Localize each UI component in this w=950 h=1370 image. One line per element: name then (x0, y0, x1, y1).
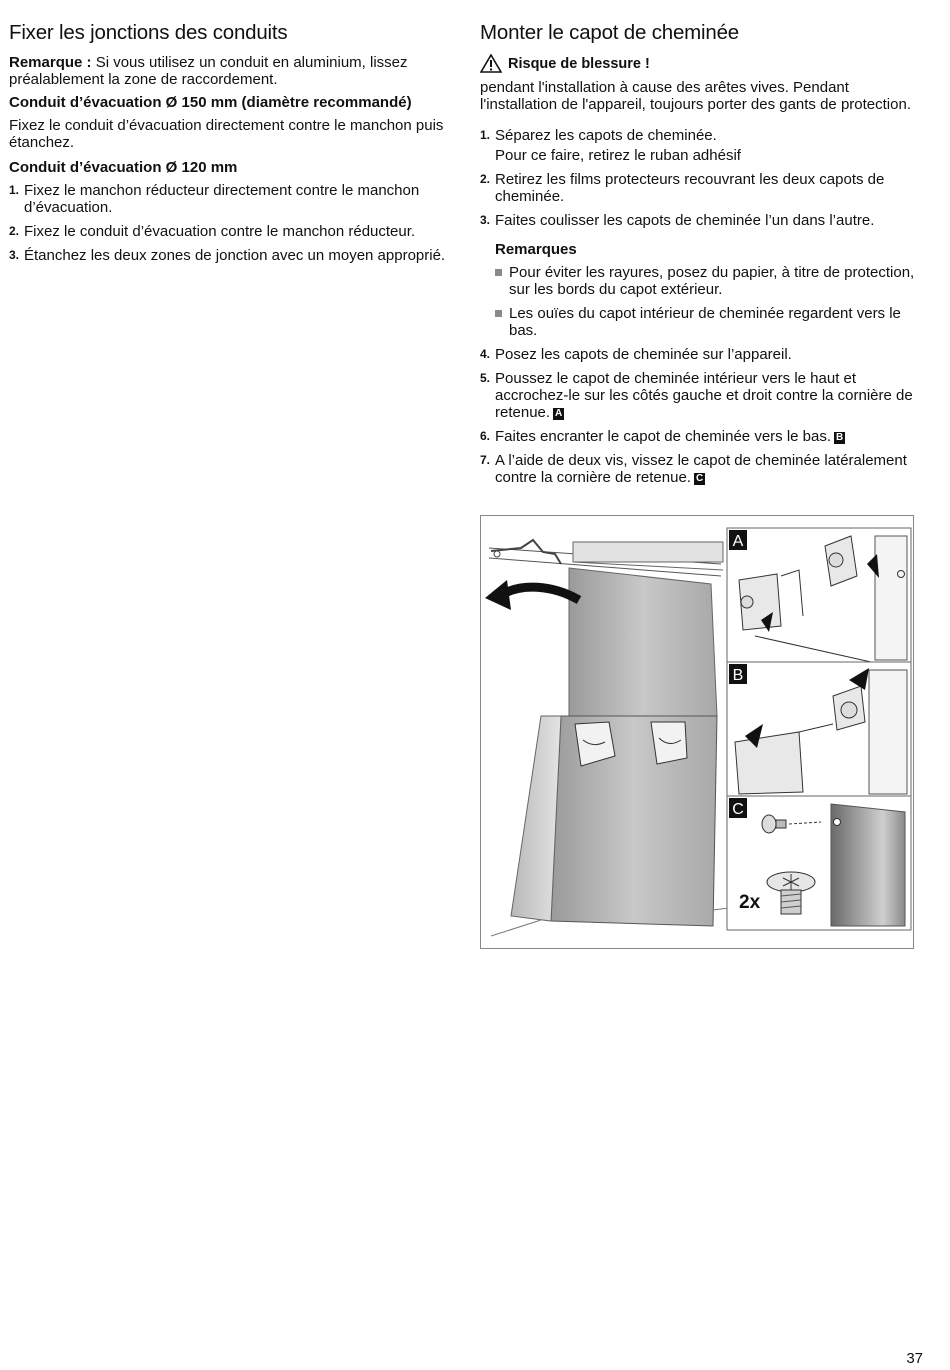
list-item: 6. Faites encranter le capot de cheminée vers le bas. B (480, 428, 844, 445)
remarks-list (495, 264, 920, 339)
bullet-square-icon (495, 269, 502, 276)
figure-ref-tag: B (836, 432, 844, 443)
figure-ref-tag: C (695, 473, 704, 484)
list-item: 5. Poussez le capot de cheminée intérieur vers le haut et accrochez-le sur les côtés gauche et droit contre la cornière de retenue. A (480, 370, 913, 421)
note-paragraph (9, 54, 449, 88)
subheading-150mm: Conduit d’évacuation Ø 150 mm (diamètre recommandé) (9, 94, 412, 111)
inset-label-a: A (732, 533, 744, 550)
list-item: 3. Faites coulisser les capots de cheminée l’un dans l’autre. (480, 212, 875, 229)
steps-list-120mm (9, 182, 449, 264)
remarks-title: Remarques (495, 241, 577, 258)
warning-text: pendant l'installation à cause des arêtes vives. Pendant l'installation de l'appareil, toujours porter des gants de protection. (480, 79, 911, 113)
main-chimney-drawing (485, 540, 729, 936)
list-item: 2. Retirez les films protecteurs recouvrant les deux capots de cheminée. (480, 171, 885, 205)
steps-list-b (480, 346, 920, 486)
inset-panel-c (727, 796, 911, 930)
list-item: 1. Séparez les capots de cheminée. Pour ce faire, retirez le ruban adhésif (480, 127, 741, 164)
list-item: Les ouïes du capot intérieur de cheminée regardent vers le bas. (495, 305, 920, 339)
list-item: 7. A l’aide de deux vis, vissez le capot de cheminée latéralement contre la cornière de retenue. C (480, 452, 907, 486)
section-title-duct-joints: Fixer les jonctions des conduits (9, 21, 288, 44)
inset-label-b: B (732, 667, 744, 684)
figure-ref-tag: A (555, 408, 563, 419)
inset-label-c: C (732, 801, 744, 818)
steps-list-a (480, 127, 920, 229)
inset-panel-b (727, 662, 911, 796)
screw-count-label: 2x (739, 892, 761, 913)
page-number: 37 (906, 1350, 923, 1367)
list-item: 3. Étanchez les deux zones de jonction avec un moyen approprié. (9, 247, 446, 264)
list-item: 4. Posez les capots de cheminée sur l’appareil. (480, 346, 792, 363)
note-text: Si vous utilisez un conduit en aluminium, lissez préalablement la zone de raccordement. (9, 54, 408, 88)
warning-triangle-icon (480, 54, 502, 73)
left-column (9, 20, 449, 271)
subheading-120mm: Conduit d’évacuation Ø 120 mm (9, 159, 238, 176)
note-label: Remarque : (9, 54, 92, 71)
list-item: 1. Fixez le manchon réducteur directement contre le manchon d’évacuation. (9, 182, 420, 216)
warning-label: Risque de blessure ! (508, 55, 650, 72)
warning-heading (480, 54, 920, 73)
paragraph-150mm: Fixez le conduit d’évacuation directement contre le manchon puis étanchez. (9, 117, 444, 151)
installation-figure (480, 515, 914, 949)
chimney-illustration (481, 516, 913, 948)
list-item: Pour éviter les rayures, posez du papier, à titre de protection, sur les bords du capot extérieur. (495, 264, 920, 298)
right-column (480, 20, 920, 493)
bullet-square-icon (495, 310, 502, 317)
inset-panel-a (727, 528, 911, 662)
list-item-extra: Pour ce faire, retirez le ruban adhésif (495, 147, 741, 164)
list-item: 2. Fixez le conduit d’évacuation contre le manchon réducteur. (9, 223, 416, 240)
section-title-chimney-hood: Monter le capot de cheminée (480, 21, 739, 44)
